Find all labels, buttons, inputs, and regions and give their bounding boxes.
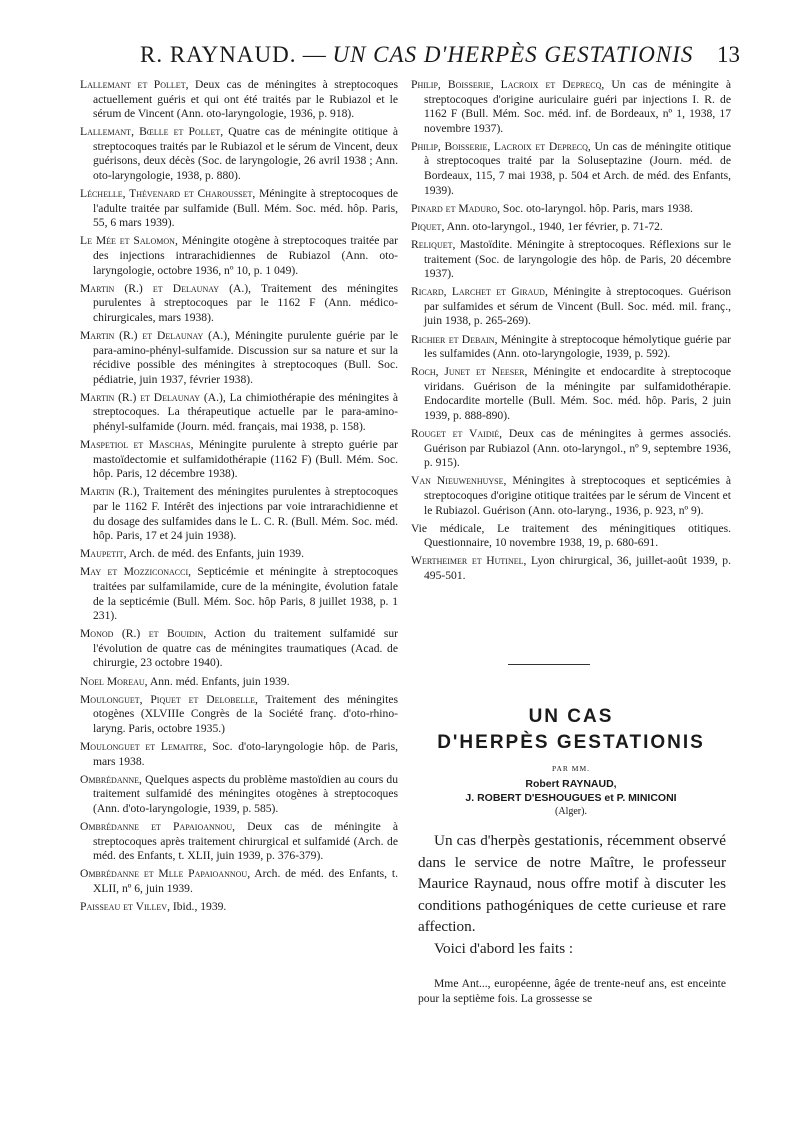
article-heading [411,700,731,817]
reference-author: May et Mozziconacci, [80,565,192,579]
reference-text: Quelques aspects du problème mastoïdien au cours du traitement sulfamidé des méningites otogènes à streptocoques (Ann. d'oto-laryngologie, 1939, p. 585). [93,772,398,815]
reference-entry [80,900,398,915]
reference-author: Martin (R.) et Delaunay (A.), [80,329,231,342]
reference-author: Moulonguet, Piquet et Delobelle, [80,692,258,706]
reference-author: Paisseau et Villev, [80,899,170,913]
reference-entry [80,565,398,623]
reference-author: Richier et Debain, [411,332,498,346]
reference-entry [411,554,731,583]
reference-text: Méningite à streptocoques de l'adulte traitée par sulfamide (Bull. Mém. Soc. méd. hôp. Paris, 55, 6 mars 1939). [93,187,398,230]
reference-author: Monod (R.) et Bouidin, [80,627,207,641]
reference-text: Soc. d'oto-laryngologie hôp. de Paris, mars 1938. [93,739,398,768]
reference-author: Maupetit, [80,547,127,561]
reference-text: Action du traitement sulfamidé sur l'évolution de quatre cas de méningites traumatiques (Acad. de chirurgie, 23 octobre 1940). [93,627,398,670]
reference-entry [411,474,731,518]
reference-entry [80,485,398,543]
running-title: UN CAS D'HERPÈS GESTATIONIS [332,42,694,67]
reference-author: Ricard, Larchet et Giraud, [411,285,548,299]
reference-author: Rouget et Vaidié, [411,427,503,441]
reference-entry [80,187,398,231]
reference-author: Le Mée et Salomon, [80,234,178,248]
reference-entry [411,333,731,362]
reference-entry [411,202,731,217]
reference-text: Un cas de méningite à streptocoques d'origine auriculaire guéri par injections I. R. de 1162 F (Bull. Mém. Soc. méd. inf. de Bordeaux, nº 1, 1938, 17 novembre 1937). [424,78,732,135]
reference-text: Un cas de méningite otitique à streptocoques traité par la Soluseptazine (Journ. méd. de Bordeaux, 115, 7 mai 1938, p. 504 et Arch. de méd. des Enfants, 1939). [424,139,731,197]
reference-entry [80,391,398,435]
reference-author: Martin (R.) et Delaunay (A.), [80,281,252,295]
references-left-column [80,78,398,918]
reference-author: Léchelle, Thévenard et Charousset, [80,187,256,201]
reference-author: Ombrédanne et Papaioannou, [80,819,236,833]
article-title-line1: UN CAS [528,706,614,727]
reference-text: Deux cas de méningites à streptocoques actuellement guéris et qui ont été traités par le Rubiazol et le sérum de Vincent (Ann. oto-laryngologie, 1936, p. 918). [93,78,398,121]
reference-text: Vie médicale, Le traitement des méningitiques otitiques. Questionnaire, 10 novembre 1938, 19, p. 680-691. [411,521,731,550]
reference-author: Pinard et Maduro, [411,201,501,215]
reference-author: Roch, Junet et Neeser, [411,365,528,379]
author-city: (Alger). [555,806,587,817]
article-authors [411,777,731,805]
article-title-line2: D'HERPÈS GESTATIONIS [437,732,705,753]
reference-author: Lallemant, Bœlle et Pollet, [80,125,224,139]
reference-entry [80,282,398,326]
reference-text: Ibid., 1939. [169,899,227,913]
reference-text: Ann. oto-laryngol., 1940, 1er février, p. 71-72. [444,219,663,233]
page-number: 13 [717,42,740,67]
section-divider [508,664,590,665]
reference-entry [80,675,398,690]
reference-entry [411,365,731,423]
reference-author: Ombrédanne, [80,772,142,786]
reference-entry [411,285,731,329]
author-line2: J. ROBERT D'ESHOUGUES et P. MINICONI [465,792,677,804]
reference-entry [80,867,398,896]
reference-text: Arch. de méd. des Enfants, t. XLII, nº 6, juin 1939. [93,867,398,895]
running-author: R. RAYNAUD. [140,42,297,67]
reference-entry [411,427,731,471]
reference-author: Noel Moreau, [80,674,148,688]
reference-text: Méningite purulente guérie par le para-amino-phényl-sulfamide. Discussion sur sa nature et sur la récidive possible des méningites à streptocoques (Bull. Soc. pédiatrie, juin 1937, février 1938). [93,329,398,386]
reference-author: Ombrédanne et Mlle Papaioannou, [80,867,251,881]
reference-entry [411,78,731,136]
reference-entry [80,78,398,122]
reference-text: Quatre cas de méningite otitique à streptocoques traités par le Rubiazol et le sérum de Vincent, deux guérisons, deux décès (Soc. de laryngologie, 26 avril 1938 ; Ann. oto-laryngologie, 1938, p. 880). [93,125,398,183]
reference-author: Wertheimer et Hutinel, [411,554,527,568]
intro-paragraph: Un cas d'herpès gestationis, récemment observé dans le service de notre Maître, le professeur Maurice Raynaud, nous offre motif à discuter les conditions pathogéniques de cette curieuse et rare affection. [418,832,726,935]
reference-author: Martin (R.), [80,485,140,499]
reference-text: Méningite à streptocoques. Guérison par sulfamides et sérum de Vincent (Bull. Soc. méd. mil. franç., juin 1938, p. 265-269). [424,285,731,328]
author-line1: Robert RAYNAUD, [525,778,617,790]
case-report [418,977,726,1006]
reference-author: Philip, Boisserie, Lacroix et Deprecq, [411,139,591,153]
reference-text: Traitement des méningites otogènes (XLVIIIe Congrès de la Société franç. d'oto-rhino-laryng. Paris, octobre 1935.) [93,692,398,735]
reference-entry [80,693,398,737]
reference-text: Deux cas de méningite à streptocoques après traitement chirurgical et sulfamidé (Arch. de méd. des Enfants, t. XLII, juin 1939, p. 376-379). [93,819,398,863]
reference-text: Arch. de méd. des Enfants, juin 1939. [126,547,304,561]
reference-text: Traitement des méningites purulentes à streptocoques par le 1162 F. Intérêt des injections par voie intrarachidienne et du dosage des sulfamides dans le L. C. R. (Bull. Mém. Soc. méd. hôp. Paris, 17 et 24 juin 1938). [93,485,398,543]
reference-author: Martin (R.) et Delaunay (A.), [80,390,226,404]
reference-entry [80,234,398,278]
reference-entry [80,627,398,671]
intro-paragraph: Voici d'abord les faits : [434,939,574,957]
case-paragraph: Mme Ant..., européenne, âgée de trente-neuf ans, est enceinte pour la septième fois. La grossesse se [418,977,726,1005]
byline-par: PAR MM. [552,764,590,773]
reference-author: Van Nieuwenhuyse, [411,474,507,488]
reference-author: Piquet, [411,219,445,233]
reference-text: Deux cas de méningites à germes associés. Guérison par Rubiazol (Ann. oto-laryngol., nº 9, septembre 1936, p. 915). [424,427,731,470]
running-head [140,42,710,68]
reference-author: Philip, Boisserie, Lacroix et Deprecq, [411,78,605,91]
reference-text: Méningite purulente à strepto guérie par mastoïdectomie et sulfamidothérapie (1162 F) (Bull. Mém. Soc. hôp. Paris, 12 décembre 1938). [93,438,398,481]
reference-author: Maspetiol et Maschas, [80,438,194,452]
reference-entry [411,522,731,551]
reference-text: Méningites à streptocoques et septicémies à streptocoques d'origine otitique traitées par le sérum de Vincent et le Rubiazol. Guérison (Ann. oto-laryng., 1936, p. 923, nº 9). [424,474,731,517]
reference-entry [411,238,731,282]
reference-entry [80,773,398,817]
reference-author: Reliquet, [411,237,456,251]
reference-entry [80,740,398,769]
reference-text: Septicémie et méningite à streptocoques traitées par sulfamilamide, cure de la méningite, évolution fatale de la septicémie (Bull. Mém. Soc. hôp Paris, 8 juillet 1938, p. 1 231). [93,565,398,623]
reference-entry [80,329,398,387]
reference-author: Moulonguet et Lemaitre, [80,739,207,753]
reference-entry [80,547,398,562]
reference-entry [80,125,398,183]
reference-entry [80,438,398,482]
running-dash: — [302,42,327,67]
reference-text: Lyon chirurgical, 36, juillet-août 1939, p. 495-501. [424,554,731,582]
article-intro [418,830,726,959]
reference-text: Soc. oto-laryngol. hôp. Paris, mars 1938. [500,201,693,215]
reference-text: Méningite à streptocoque hémolytique guérie par les sulfamides (Ann. oto-laryngologie, 1939, p. 592). [424,332,732,361]
reference-entry [411,220,731,235]
reference-author: Lallemant et Pollet, [80,78,189,91]
reference-text: Méningite et endocardite à streptocoque viridans. Guérison de la méningite par sulfamidothérapie. Endocardite mortelle (Bull. Mém. Soc. méd. hôp. Paris, 2 juin 1939, p. 888-890). [424,365,731,422]
reference-text: Ann. méd. Enfants, juin 1939. [147,674,290,688]
reference-text: Méningite otogène à streptocoques traitée par des injections intrarachidiennes de Rubiazol (Ann. oto-laryngologie, octobre 1936, nº 10, p. 1 049). [93,234,399,277]
references-right-column [411,78,731,587]
reference-entry [80,820,398,864]
reference-text: La chimiothérapie des méningites à streptocoques. La thérapeutique actuelle par le para-amino-phényl-sulfamide (Journ. méd. français, mai 1938, p. 158). [93,390,398,434]
reference-text: Mastoïdite. Méningite à streptocoques. Réflexions sur le traitement (Soc. de laryngologie des hôp. de Paris, 20 décembre 1937). [424,237,731,281]
reference-entry [411,140,731,198]
reference-text: Traitement des méningites purulentes à streptocoques par le 1162 F (Ann. médico-chirurgicales, mars 1938). [93,281,398,324]
